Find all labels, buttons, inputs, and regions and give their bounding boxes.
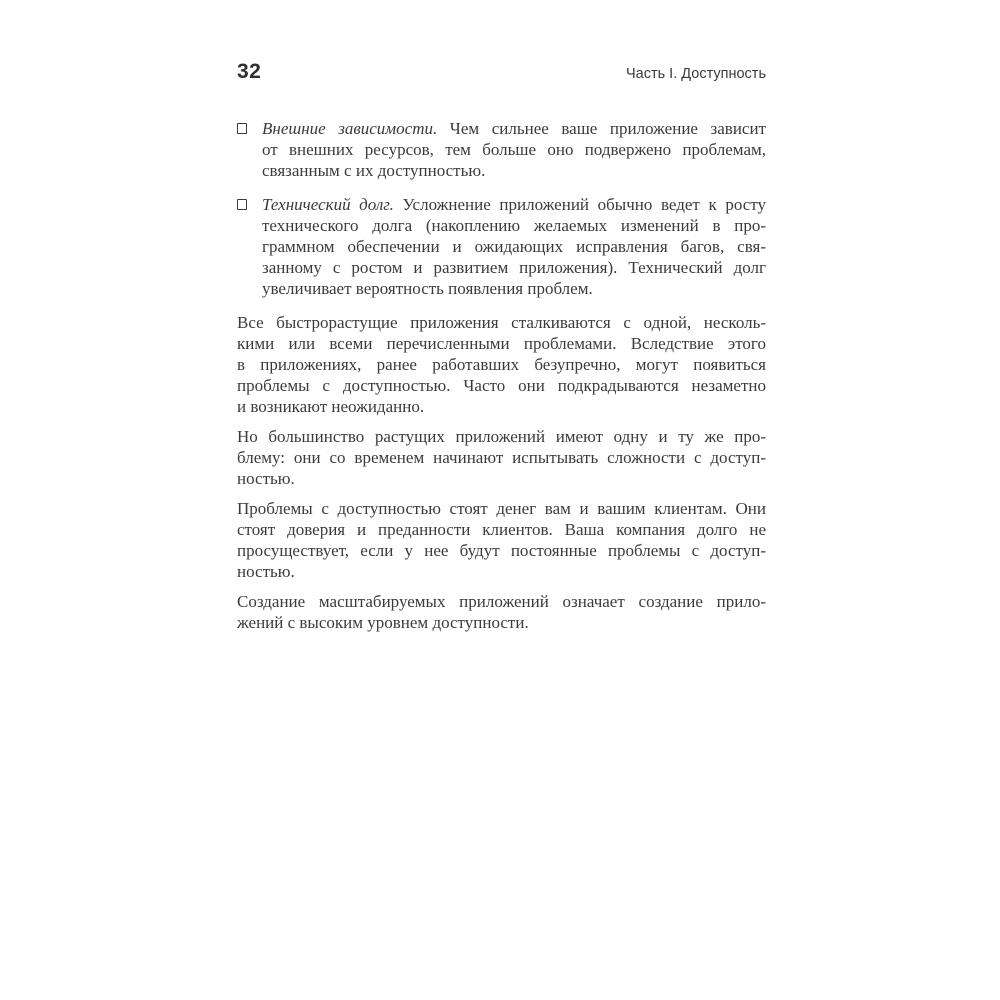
text-line: технического долга (накоплению желаемых изменений в про- [262, 216, 766, 235]
text-line: Все быстрорастущие приложения сталкиваются с одной, несколь- [237, 313, 766, 332]
bullet-marker-cell [237, 118, 262, 181]
text-line: проблемы с доступностью. Часто они подкрадываются незаметно [237, 376, 766, 395]
bullet-text [262, 194, 766, 299]
page-number: 32 [237, 60, 262, 83]
text-line: Но большинство растущих приложений имеют одну и ту же про- [237, 427, 766, 446]
text-line: и возникают неожиданно. [237, 397, 425, 416]
page-body [237, 118, 766, 633]
text-line: блему: они со временем начинают испытывать сложности с доступ- [237, 448, 766, 467]
square-bullet-icon [237, 199, 247, 210]
text-line: просуществует, если у нее будут постоянные проблемы с доступ- [237, 541, 766, 560]
text-line: Внешние зависимости. Чем сильнее ваше приложение зависит [262, 119, 766, 138]
running-title: Часть I. Доступность [625, 66, 766, 82]
text-line: кими или всеми перечисленными проблемами. Вследствие этого [237, 334, 766, 353]
page-header [237, 60, 766, 84]
text-line: ностью. [237, 469, 295, 488]
text-line: в приложениях, ранее работавших безупречно, могут появиться [237, 355, 766, 374]
text-line: от внешних ресурсов, тем больше оно подвержено проблемам, [262, 140, 766, 159]
paragraph-block [237, 312, 766, 633]
text-line: стоят доверия и преданности клиентов. Ваша компания долго не [237, 520, 766, 539]
paragraph [237, 312, 766, 417]
text-line: связанным с их доступностью. [262, 161, 486, 180]
text-line: граммном обеспечении и ожидающих исправления багов, свя- [262, 237, 766, 256]
bullet-lead-term: Технический долг. [262, 195, 394, 214]
bullet-marker-cell [237, 194, 262, 299]
bullet-item [237, 118, 766, 181]
paragraph [237, 498, 766, 582]
text-line: жений с высоким уровнем доступности. [237, 613, 529, 632]
paragraph [237, 426, 766, 489]
text-line: увеличивает вероятность появления проблем. [262, 279, 593, 298]
text-line: Проблемы с доступностью стоят денег вам и вашим клиентам. Они [237, 499, 766, 518]
text-line: Создание масштабируемых приложений означает создание прило- [237, 592, 766, 611]
square-bullet-icon [237, 123, 247, 134]
text-column [237, 60, 766, 642]
paragraph [237, 591, 766, 633]
text-line: Технический долг. Усложнение приложений обычно ведет к росту [262, 195, 766, 214]
bullet-item [237, 194, 766, 299]
bullet-lead-term: Внешние зависимости. [262, 119, 438, 138]
text-line: занному с ростом и развитием приложения). Технический долг [262, 258, 766, 277]
text-line: ностью. [237, 562, 295, 581]
bullet-list [237, 118, 766, 299]
bullet-text [262, 118, 766, 181]
